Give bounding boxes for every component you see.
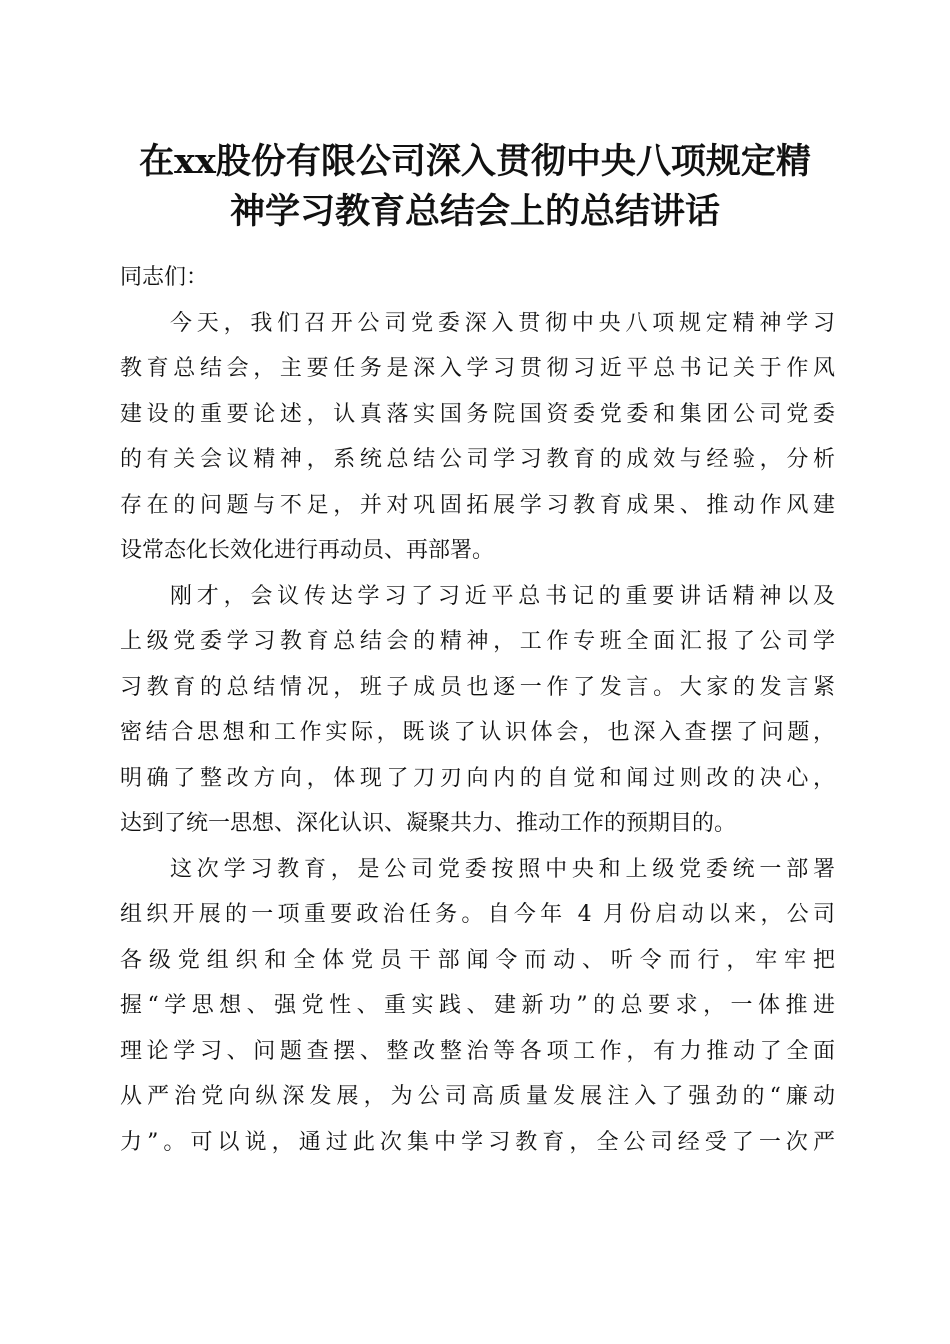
paragraph-2 <box>120 574 835 847</box>
paragraph-line: 从严治党向纵深发展，为公司高质量发展注入了强劲的“廉动 <box>120 1084 835 1109</box>
paragraph-line: 各级党组织和全体党员干部闻令而动、听令而行，牢牢把 <box>120 947 835 973</box>
salutation: 同志们： <box>120 265 209 290</box>
paragraph-line: 存在的问题与不足，并对巩固拓展学习教育成果、推动作风建 <box>120 492 835 518</box>
paragraph-line: 明确了整改方向，体现了刀刃向内的自觉和闻过则改的决心， <box>120 765 835 791</box>
paragraph-line: 的有关会议精神，系统总结公司学习教育的成效与经验，分析 <box>120 447 835 472</box>
document-body <box>120 255 835 1165</box>
paragraph-line: 刚才，会议传达学习了习近平总书记的重要讲话精神以及 <box>170 583 835 609</box>
paragraph-line: 教育总结会，主要任务是深入学习贯彻习近平总书记关于作风 <box>120 356 835 381</box>
title-line-2: 神学习教育总结会上的总结讲话 <box>229 191 720 232</box>
paragraph-line: 达到了统一思想、深化认识、凝聚共力、推动工作的预期目的。 <box>120 811 737 836</box>
paragraph-line: 习教育的总结情况，班子成员也逐一作了发言。大家的发言紧 <box>120 674 835 700</box>
paragraph-line: 力”。可以说，通过此次集中学习教育，全公司经受了一次严 <box>120 1129 835 1155</box>
paragraph-line: 今天，我们召开公司党委深入贯彻中央八项规定精神学习 <box>170 310 835 336</box>
paragraph-line: 密结合思想和工作实际，既谈了认识体会，也深入查摆了问题， <box>120 720 835 745</box>
paragraph-line: 组织开展的一项重要政治任务。自今年 4 月份启动以来，公司 <box>120 902 835 927</box>
paragraph-line: 上级党委学习教育总结会的精神，工作专班全面汇报了公司学 <box>120 629 835 654</box>
paragraph-line: 理论学习、问题查摆、整改整治等各项工作，有力推动了全面 <box>120 1038 835 1064</box>
paragraph-1 <box>120 301 835 574</box>
document-title <box>100 137 850 237</box>
paragraph-3 <box>120 847 835 1166</box>
paragraph-line: 这次学习教育，是公司党委按照中央和上级党委统一部署 <box>170 856 835 882</box>
title-line-1: 在xx股份有限公司深入贯彻中央八项规定精 <box>139 141 811 182</box>
paragraph-line: 设常态化长效化进行再动员、再部署。 <box>120 538 495 563</box>
paragraph-line: 握“学思想、强党性、重实践、建新功”的总要求，一体推进 <box>120 993 835 1018</box>
paragraph-line: 建设的重要论述，认真落实国务院国资委党委和集团公司党委 <box>120 401 835 427</box>
